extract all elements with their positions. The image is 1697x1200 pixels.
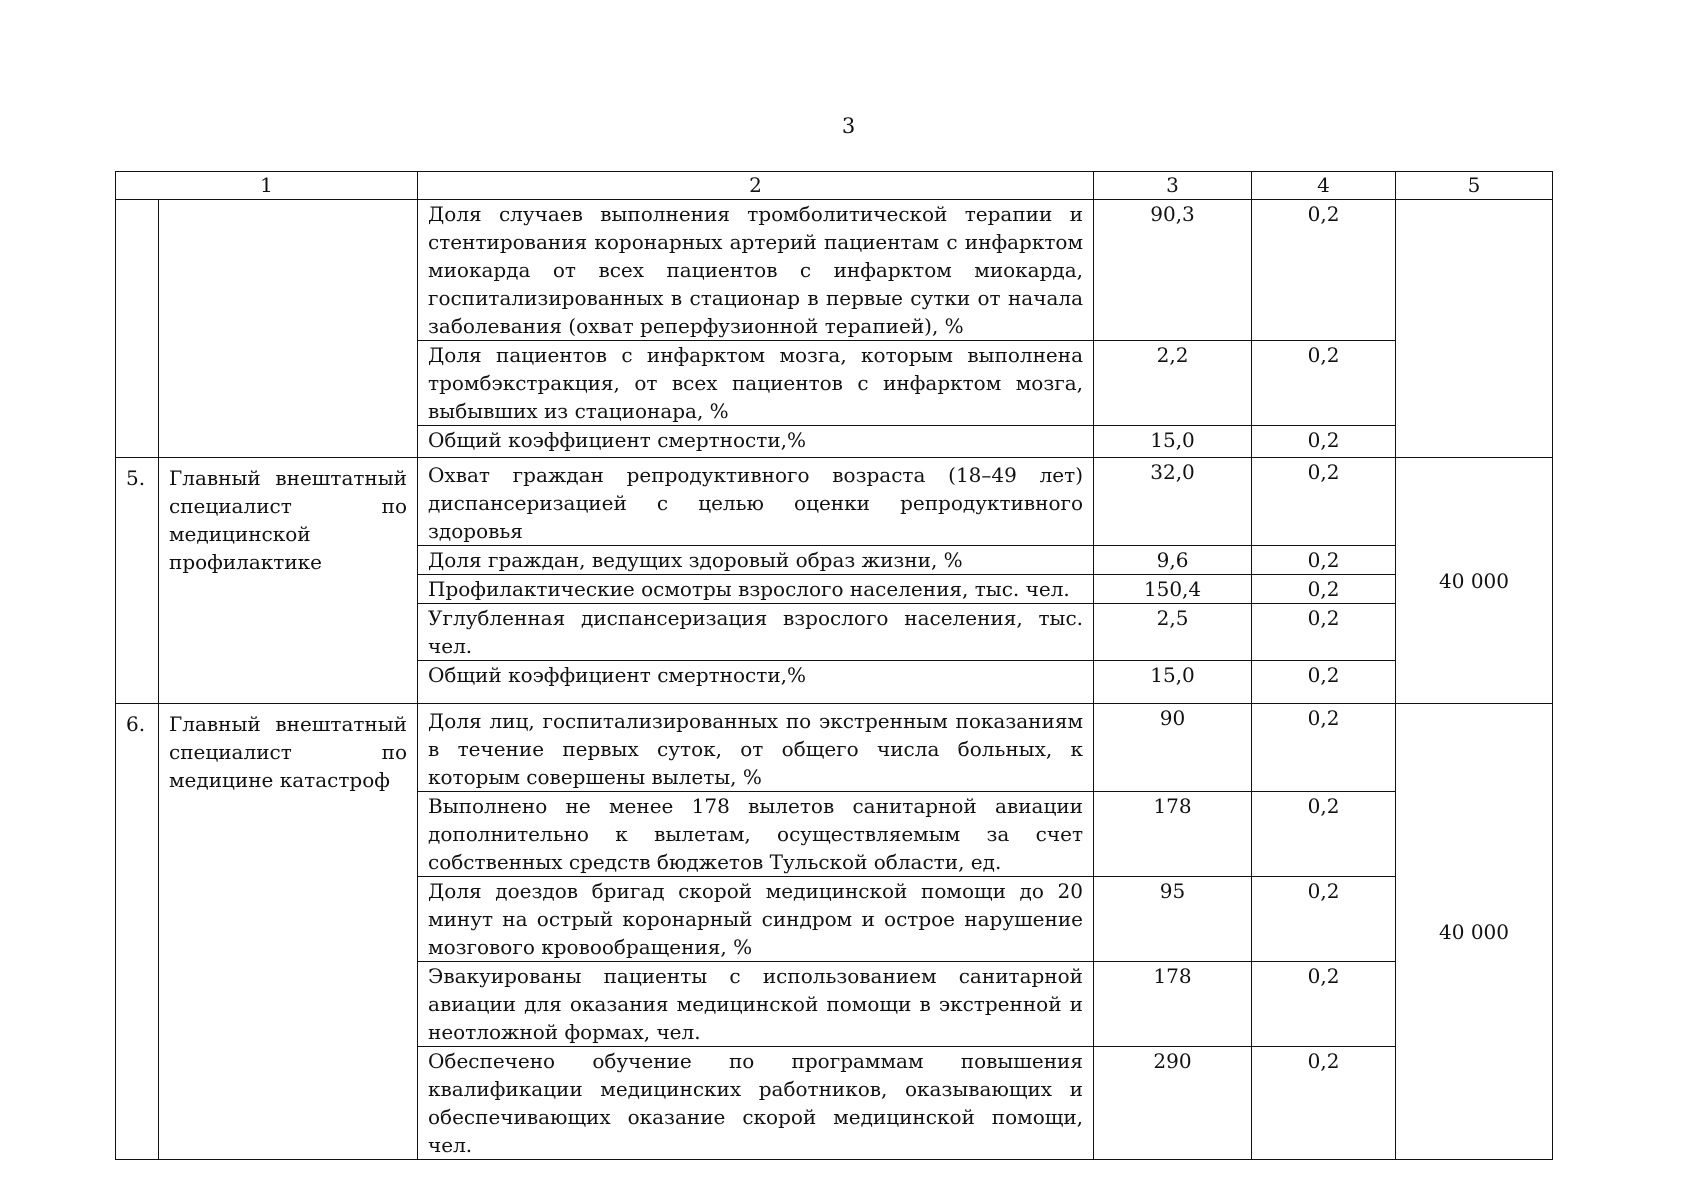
weight-value: 0,2 xyxy=(1252,426,1396,458)
weight-value: 0,2 xyxy=(1252,1047,1396,1160)
indicator-text: Доля лиц, госпитализированных по экстренным показаниям в течение первых суток, от общего числа больных, к которым совершены вылеты, % xyxy=(418,704,1094,792)
indicators-table xyxy=(115,171,1553,1160)
page-number: 3 xyxy=(841,114,856,138)
weight-value: 0,2 xyxy=(1252,962,1396,1047)
target-value: 90,3 xyxy=(1094,200,1252,341)
weight-value: 0,2 xyxy=(1252,604,1396,661)
target-value: 9,6 xyxy=(1094,546,1252,575)
header-col-4: 4 xyxy=(1252,172,1396,200)
weight-value: 0,2 xyxy=(1252,661,1396,704)
row-index: 5. xyxy=(116,458,159,704)
indicator-text: Углубленная диспансеризация взрослого населения, тыс. чел. xyxy=(418,604,1094,661)
weight-value: 0,2 xyxy=(1252,877,1396,962)
indicator-text: Обеспечено обучение по программам повышения квалификации медицинских работников, оказывающих и обеспечивающих оказание скорой медицинской помощи, чел. xyxy=(418,1047,1094,1160)
indicator-text: Доля граждан, ведущих здоровый образ жизни, % xyxy=(418,546,1094,575)
specialist-name: Главный внештатный специалист по медицине катастроф xyxy=(159,704,418,1160)
target-value: 178 xyxy=(1094,792,1252,877)
amount-value: 40 000 xyxy=(1396,458,1553,704)
indicator-text: Общий коэффициент смертности,% xyxy=(418,661,1094,704)
indicator-text: Доля случаев выполнения тромболитической терапии и стентирования коронарных артерий пациентам с инфарктом миокарда от всех пациентов с инфарктом миокарда, госпитализированных в стационар в первые сутки от начала заболевания (охват реперфузионной терапией), % xyxy=(418,200,1094,341)
table-row xyxy=(116,458,1553,546)
header-col-5: 5 xyxy=(1396,172,1553,200)
indicator-text: Доля пациентов с инфарктом мозга, которым выполнена тромбэкстракция, от всех пациентов с инфарктом мозга, выбывших из стационара, % xyxy=(418,341,1094,426)
target-value: 2,5 xyxy=(1094,604,1252,661)
target-value: 150,4 xyxy=(1094,575,1252,604)
weight-value: 0,2 xyxy=(1252,546,1396,575)
weight-value: 0,2 xyxy=(1252,200,1396,341)
target-value: 95 xyxy=(1094,877,1252,962)
indicator-text: Доля доездов бригад скорой медицинской помощи до 20 минут на острый коронарный синдром и острое нарушение мозгового кровообращения, % xyxy=(418,877,1094,962)
weight-value: 0,2 xyxy=(1252,575,1396,604)
target-value: 15,0 xyxy=(1094,661,1252,704)
target-value: 15,0 xyxy=(1094,426,1252,458)
indicator-text: Общий коэффициент смертности,% xyxy=(418,426,1094,458)
target-value: 290 xyxy=(1094,1047,1252,1160)
header-col-1: 1 xyxy=(116,172,418,200)
header-col-2: 2 xyxy=(418,172,1094,200)
weight-value: 0,2 xyxy=(1252,792,1396,877)
indicator-text: Профилактические осмотры взрослого населения, тыс. чел. xyxy=(418,575,1094,604)
target-value: 2,2 xyxy=(1094,341,1252,426)
header-col-3: 3 xyxy=(1094,172,1252,200)
table-row xyxy=(116,704,1553,792)
indicator-text: Выполнено не менее 178 вылетов санитарной авиации дополнительно к вылетам, осуществляемым за счет собственных средств бюджетов Тульской области, ед. xyxy=(418,792,1094,877)
indicator-text: Эвакуированы пациенты с использованием санитарной авиации для оказания медицинской помощи в экстренной и неотложной формах, чел. xyxy=(418,962,1094,1047)
target-value: 90 xyxy=(1094,704,1252,792)
row-index: 6. xyxy=(116,704,159,1160)
weight-value: 0,2 xyxy=(1252,341,1396,426)
table-header-row xyxy=(116,172,1553,200)
index-cell-empty xyxy=(116,200,159,458)
weight-value: 0,2 xyxy=(1252,704,1396,792)
target-value: 32,0 xyxy=(1094,458,1252,546)
weight-value: 0,2 xyxy=(1252,458,1396,546)
table-row xyxy=(116,200,1553,341)
amount-cell-empty xyxy=(1396,200,1553,458)
specialist-name: Главный внештатный специалист по медицинской профилактике xyxy=(159,458,418,704)
specialist-cell-empty xyxy=(159,200,418,458)
target-value: 178 xyxy=(1094,962,1252,1047)
indicator-text: Охват граждан репродуктивного возраста (18–49 лет) диспансеризацией с целью оценки репродуктивного здоровья xyxy=(418,458,1094,546)
amount-value: 40 000 xyxy=(1396,704,1553,1160)
